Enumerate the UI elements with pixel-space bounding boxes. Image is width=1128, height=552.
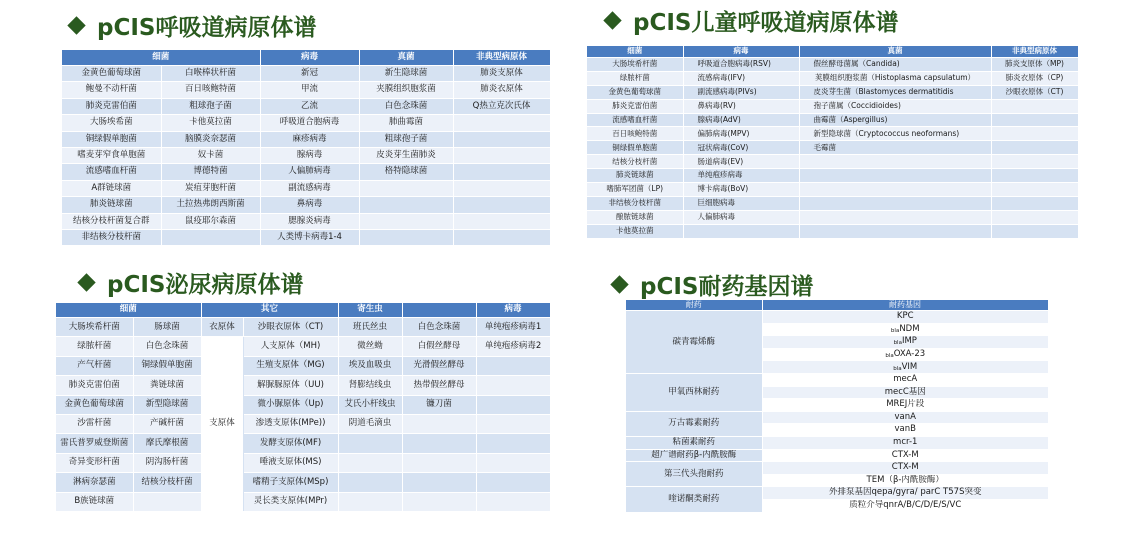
header-other: 其它 [201, 303, 338, 318]
table-cell: 粪链球菌 [133, 376, 201, 395]
table-row [62, 82, 550, 98]
table-cell: 肺炎克雷伯菌 [587, 99, 683, 113]
table-cell: 肠道病毒(EV) [683, 155, 799, 169]
table-cell: 产气杆菌 [56, 356, 133, 375]
table-cell: 铜绿假单胞菌 [133, 356, 201, 375]
resistance-category: 第三代头孢耐药 [626, 462, 762, 487]
table-cell: 甲流 [260, 82, 359, 98]
table-cell: 结核分枝杆菌 [587, 155, 683, 169]
table-cell [476, 453, 550, 472]
table-row [62, 180, 550, 196]
table-cell: A群链球菌 [62, 180, 161, 196]
table-cell [133, 492, 201, 511]
table-cell: 腺病毒 [260, 147, 359, 163]
gene-name: CTX-M [891, 449, 919, 460]
table-cell: 班氏丝虫 [338, 318, 402, 337]
table-cell [453, 197, 550, 213]
table-cell: 粗球孢子菌 [161, 98, 260, 114]
gene-name: mecA [893, 374, 918, 385]
urinary-title-text: pCIS泌尿病原体谱 [107, 272, 304, 298]
table-cell: 光滑假丝酵母 [402, 356, 476, 375]
diamond-bullet-icon [610, 275, 628, 293]
table-cell [338, 453, 402, 472]
table-row [626, 311, 1048, 324]
table-cell: 孢子菌属（Coccidioides) [799, 99, 991, 113]
table-cell [799, 196, 991, 210]
table-cell: 微丝蚴 [338, 337, 402, 356]
table-cell: 沙眼衣原体（CT) [243, 318, 338, 337]
header-virus: 病毒 [476, 303, 550, 318]
header-bacteria: 细菌 [62, 50, 260, 66]
table-cell: 副流感病毒 [260, 180, 359, 196]
header-fungi: 真菌 [359, 50, 453, 66]
table-cell: 曲霉菌（Aspergillus) [799, 113, 991, 127]
table-cell: 白喉棒状杆菌 [161, 66, 260, 82]
table-cell [476, 473, 550, 492]
table-cell: 新型隐球菌 [133, 395, 201, 414]
table-cell [359, 213, 453, 229]
table-row [626, 373, 1048, 386]
table-cell: 卡他莫拉菌 [587, 224, 683, 238]
table-row [56, 337, 550, 356]
table-cell [359, 229, 453, 245]
table-cell: 夹膜组织胞浆菌 [359, 82, 453, 98]
gene-name: VIM [901, 361, 918, 372]
table-cell: 巨细胞病毒 [683, 196, 799, 210]
resistance-gene [762, 462, 1048, 475]
table-cell [476, 492, 550, 511]
header-resistance-gene: 耐药基因 [762, 300, 1048, 311]
table-cell: 白色念珠菌 [133, 337, 201, 356]
table-row [626, 462, 1048, 475]
table-cell [338, 492, 402, 511]
table-cell [161, 229, 260, 245]
table-cell: 新型隐球菌（Cryptococcus neoformans) [799, 127, 991, 141]
table-row [626, 449, 1048, 462]
table-cell [799, 224, 991, 238]
gene-prefix: bla [893, 365, 902, 372]
pediatric-title-text: pCIS儿童呼吸道病原体谱 [633, 10, 899, 36]
gene-name: OXA-23 [893, 348, 926, 359]
pediatric-pathogen-table [587, 46, 1079, 239]
table-cell: 结核分枝杆菌 [133, 473, 201, 492]
table-cell: 土拉热弗朗西斯菌 [161, 197, 260, 213]
table-cell: 单纯疱疹病毒2 [476, 337, 550, 356]
resistance-gene [762, 361, 1048, 374]
table-row [626, 487, 1048, 500]
urinary-panel-title [80, 266, 303, 299]
table-cell: 淋病奈瑟菌 [56, 473, 133, 492]
table-cell [799, 183, 991, 197]
table-cell: 呼吸道合胞病毒 [260, 115, 359, 131]
table-row [56, 453, 550, 472]
table-cell: 流感病毒(IFV) [683, 71, 799, 85]
header-bacteria: 细菌 [56, 303, 201, 318]
resistance-gene [762, 474, 1048, 487]
gene-name: vanB [894, 424, 916, 435]
table-cell: 肾膨结线虫 [338, 376, 402, 395]
respiratory-pathogen-table [62, 50, 551, 246]
table-cell: 鼻病毒 [260, 197, 359, 213]
table-cell: 百日咳鲍特菌 [587, 127, 683, 141]
table-cell [453, 229, 550, 245]
table-row [587, 99, 1078, 113]
table-cell: 肺炎克雷伯菌 [62, 98, 161, 114]
table-cell [991, 183, 1078, 197]
table-cell: 毛霉菌 [799, 141, 991, 155]
table-cell: 非结核分枝杆菌 [587, 196, 683, 210]
table-row [587, 127, 1078, 141]
table-cell [453, 147, 550, 163]
table-cell: 假丝酵母菌属（Candida) [799, 58, 991, 72]
table-row [62, 229, 550, 245]
header-virus: 病毒 [683, 46, 799, 58]
side-label-chlamydia: 衣原体 [201, 318, 243, 337]
table-cell: 麻疹病毒 [260, 131, 359, 147]
table-cell: 嗜肺军团菌（LP) [587, 183, 683, 197]
table-cell: 人支原体（MH) [243, 337, 338, 356]
table-row [56, 492, 550, 511]
table-cell [402, 434, 476, 453]
table-cell: 肺炎链球菌 [62, 197, 161, 213]
table-cell: 副流感病毒(PIVs) [683, 85, 799, 99]
resistance-gene [762, 373, 1048, 386]
table-cell: 流感嗜血杆菌 [587, 113, 683, 127]
table-cell [338, 434, 402, 453]
table-cell: 摩氏摩根菌 [133, 434, 201, 453]
table-cell: 铜绿假单胞菌 [62, 131, 161, 147]
table-cell: 灵长类支原体(MPr) [243, 492, 338, 511]
table-cell: 鲍曼不动杆菌 [62, 82, 161, 98]
table-cell: 沙眼衣原体（CT) [991, 85, 1078, 99]
table-cell: 新生隐球菌 [359, 66, 453, 82]
table-cell [453, 180, 550, 196]
table-cell [476, 395, 550, 414]
table-row [587, 141, 1078, 155]
table-row [587, 183, 1078, 197]
table-cell [991, 210, 1078, 224]
header-resistance: 耐药 [626, 300, 762, 311]
table-cell [453, 164, 550, 180]
table-cell [402, 453, 476, 472]
table-cell: 鼠疫耶尔森菌 [161, 213, 260, 229]
table-cell: Q热立克次氏体 [453, 98, 550, 114]
table-cell: 肠球菌 [133, 318, 201, 337]
table-cell: 白假丝酵母 [402, 337, 476, 356]
table-row [62, 197, 550, 213]
table-cell: 结核分枝杆菌复合群 [62, 213, 161, 229]
table-cell [799, 155, 991, 169]
diamond-bullet-icon [67, 16, 85, 34]
table-cell: 呼吸道合胞病毒(RSV) [683, 58, 799, 72]
resistance-gene [762, 436, 1048, 449]
table-cell [991, 224, 1078, 238]
resistance-category: 甲氧西林耐药 [626, 373, 762, 411]
resistance-gene [762, 424, 1048, 437]
table-cell: 大肠埃希菌 [62, 115, 161, 131]
table-cell: 皮炎芽生菌（Blastomyces dermatitidis [799, 85, 991, 99]
table-cell: 产碱杆菌 [133, 414, 201, 433]
table-row [56, 473, 550, 492]
gene-name: mecC基因 [884, 386, 926, 397]
table-cell [991, 113, 1078, 127]
table-cell [799, 169, 991, 183]
resistance-gene [762, 487, 1048, 500]
table-cell [476, 376, 550, 395]
table-cell: 博卡病毒(BoV) [683, 183, 799, 197]
header-atypical: 非典型病原体 [991, 46, 1078, 58]
table-cell: 百日咳鲍特菌 [161, 82, 260, 98]
table-cell: 沙雷杆菌 [56, 414, 133, 433]
table-cell: 微小脲原体（Up) [243, 395, 338, 414]
table-cell: 腮腺炎病毒 [260, 213, 359, 229]
resistance-gene [762, 311, 1048, 324]
table-cell [991, 169, 1078, 183]
resistance-gene [762, 399, 1048, 412]
table-cell [991, 196, 1078, 210]
table-cell: 肺炎支原体 [453, 66, 550, 82]
table-cell: 腺病毒(AdV) [683, 113, 799, 127]
table-row [56, 395, 550, 414]
table-cell: 白色念珠菌 [402, 318, 476, 337]
table-row [587, 58, 1078, 72]
table-row [587, 210, 1078, 224]
table-cell [991, 99, 1078, 113]
gene-name: MREJ片段 [886, 399, 925, 410]
table-row [626, 436, 1048, 449]
resistance-title-text: pCIS耐药基因谱 [640, 274, 814, 300]
table-cell [359, 197, 453, 213]
resistance-gene [762, 323, 1048, 336]
table-row [626, 411, 1048, 424]
table-cell: 唾液支原体(MS) [243, 453, 338, 472]
gene-prefix: bla [893, 340, 902, 347]
table-row [587, 85, 1078, 99]
table-cell: 新冠 [260, 66, 359, 82]
resistance-category: 粘菌素耐药 [626, 436, 762, 449]
diamond-bullet-icon [603, 11, 621, 29]
table-cell: 人偏肺病毒 [683, 210, 799, 224]
table-cell: 生殖支原体（MG) [243, 356, 338, 375]
resistance-gene [762, 336, 1048, 349]
table-cell: 奴卡菌 [161, 147, 260, 163]
table-cell: 解脲脲原体（UU) [243, 376, 338, 395]
gene-name: CTX-M [891, 462, 919, 473]
table-cell: 阴道毛滴虫 [338, 414, 402, 433]
table-cell: 人偏肺病毒 [260, 164, 359, 180]
gene-prefix: bla [885, 352, 894, 359]
table-row [56, 356, 550, 375]
table-cell: 白色念珠菌 [359, 98, 453, 114]
table-row [56, 434, 550, 453]
gene-prefix: bla [890, 327, 900, 334]
table-cell: 偏肺病毒(MPV) [683, 127, 799, 141]
pediatric-panel-title [606, 4, 898, 37]
table-cell [991, 155, 1078, 169]
table-row [587, 155, 1078, 169]
gene-name: KPC [896, 311, 914, 322]
table-row [62, 213, 550, 229]
table-cell: 人类博卡病毒1-4 [260, 229, 359, 245]
resistance-category: 喹诺酮类耐药 [626, 487, 762, 512]
table-cell: 绿脓杆菌 [587, 71, 683, 85]
table-row [62, 66, 550, 82]
gene-name: IMP [901, 336, 917, 347]
table-cell [476, 356, 550, 375]
table-row [62, 98, 550, 114]
respiratory-title-text: pCIS呼吸道病原体谱 [97, 15, 317, 41]
table-cell: 绿脓杆菌 [56, 337, 133, 356]
table-cell: 发酵支原体(MF) [243, 434, 338, 453]
table-cell: 肺炎链球菌 [587, 169, 683, 183]
table-row [587, 224, 1078, 238]
table-cell: 嗜精子支原体(MSp) [243, 473, 338, 492]
table-cell: 单纯疱疹病毒 [683, 169, 799, 183]
table-cell [402, 473, 476, 492]
table-cell [402, 414, 476, 433]
table-cell: 金黄色葡萄球菌 [56, 395, 133, 414]
table-cell: 流感嗜血杆菌 [62, 164, 161, 180]
table-cell [359, 180, 453, 196]
table-cell: 荚膜组织胞浆菌（Histoplasma capsulatum） [799, 71, 991, 85]
side-label-mycoplasma: 支原体 [201, 337, 243, 512]
table-cell: 格特隐球菌 [359, 164, 453, 180]
table-cell: 肺炎支原体（MP) [991, 58, 1078, 72]
table-cell: 大肠埃希杆菌 [56, 318, 133, 337]
table-cell: 嗜麦芽窄食单胞菌 [62, 147, 161, 163]
resistance-gene [762, 411, 1048, 424]
table-cell: 肺炎克雷伯菌 [56, 376, 133, 395]
table-cell: 肺曲霉菌 [359, 115, 453, 131]
table-row [56, 318, 550, 337]
table-cell: 渗透支原体(MPe)) [243, 414, 338, 433]
table-cell [453, 115, 550, 131]
table-cell [991, 141, 1078, 155]
table-cell: 大肠埃希杆菌 [587, 58, 683, 72]
gene-name: 外排泵基因qepa/gyra/ parC T57S突变 [829, 487, 982, 498]
resistance-panel-title [613, 268, 813, 301]
table-cell: 奇异变形杆菌 [56, 453, 133, 472]
table-cell: 金黄色葡萄球菌 [587, 85, 683, 99]
table-cell: 冠状病毒(CoV) [683, 141, 799, 155]
table-row [587, 71, 1078, 85]
resistance-category: 碳青霉烯酶 [626, 311, 762, 374]
table-cell: 皮炎芽生菌肺炎 [359, 147, 453, 163]
table-row [56, 414, 550, 433]
table-row [62, 115, 550, 131]
table-cell: 雷氏普罗威登斯菌 [56, 434, 133, 453]
table-row [587, 169, 1078, 183]
header-virus: 病毒 [260, 50, 359, 66]
table-cell [683, 224, 799, 238]
table-cell [476, 434, 550, 453]
diamond-bullet-icon [77, 273, 95, 291]
table-row [587, 113, 1078, 127]
header-fungi: 真菌 [799, 46, 991, 58]
table-row [62, 164, 550, 180]
table-cell: 铜绿假单胞菌 [587, 141, 683, 155]
table-cell: 乙流 [260, 98, 359, 114]
header-bacteria: 细菌 [587, 46, 683, 58]
table-row [62, 131, 550, 147]
urinary-pathogen-table [56, 303, 551, 512]
gene-name: 质粒介导qnrA/B/C/D/E/S/VC [849, 500, 962, 511]
table-cell: 肺炎衣原体 [453, 82, 550, 98]
table-cell: 酿脓链球菌 [587, 210, 683, 224]
table-cell: 非结核分枝杆菌 [62, 229, 161, 245]
header-parasite: 寄生虫 [338, 303, 402, 318]
table-row [587, 196, 1078, 210]
resistance-gene [762, 449, 1048, 462]
table-cell [338, 473, 402, 492]
table-cell: 热带假丝酵母 [402, 376, 476, 395]
table-cell: 卡他莫拉菌 [161, 115, 260, 131]
table-cell: 粗球孢子菌 [359, 131, 453, 147]
respiratory-panel-title [70, 9, 316, 42]
gene-name: NDM [899, 323, 920, 334]
table-row [56, 376, 550, 395]
resistance-category: 超广谱耐药β-内酰胺酶 [626, 449, 762, 462]
table-cell [476, 414, 550, 433]
table-cell: 金黄色葡萄球菌 [62, 66, 161, 82]
table-row [62, 147, 550, 163]
gene-name: vanA [894, 411, 916, 422]
table-cell: 博德特菌 [161, 164, 260, 180]
table-cell [991, 127, 1078, 141]
resistance-category: 万古霉素耐药 [626, 411, 762, 436]
resistance-gene [762, 499, 1048, 512]
table-cell: 阴沟肠杆菌 [133, 453, 201, 472]
header-atypical: 非典型病原体 [453, 50, 550, 66]
table-cell: 镰刀菌 [402, 395, 476, 414]
table-cell: 单纯疱疹病毒1 [476, 318, 550, 337]
resistance-gene-table [626, 300, 1049, 513]
gene-name: mcr-1 [893, 437, 918, 448]
table-cell: B族链球菌 [56, 492, 133, 511]
table-cell: 肺炎衣原体（CP) [991, 71, 1078, 85]
gene-name: TEM（β-内酰胺酶） [866, 474, 944, 485]
table-cell [453, 213, 550, 229]
table-cell [453, 131, 550, 147]
header-fungus-col [402, 303, 476, 318]
resistance-gene [762, 386, 1048, 399]
table-cell: 埃及血吸虫 [338, 356, 402, 375]
table-cell: 鼻病毒(RV) [683, 99, 799, 113]
table-cell [799, 210, 991, 224]
table-cell [402, 492, 476, 511]
table-cell: 炭疽芽胞杆菌 [161, 180, 260, 196]
table-cell: 艾氏小杆线虫 [338, 395, 402, 414]
resistance-gene [762, 348, 1048, 361]
table-cell: 脑膜炎奈瑟菌 [161, 131, 260, 147]
